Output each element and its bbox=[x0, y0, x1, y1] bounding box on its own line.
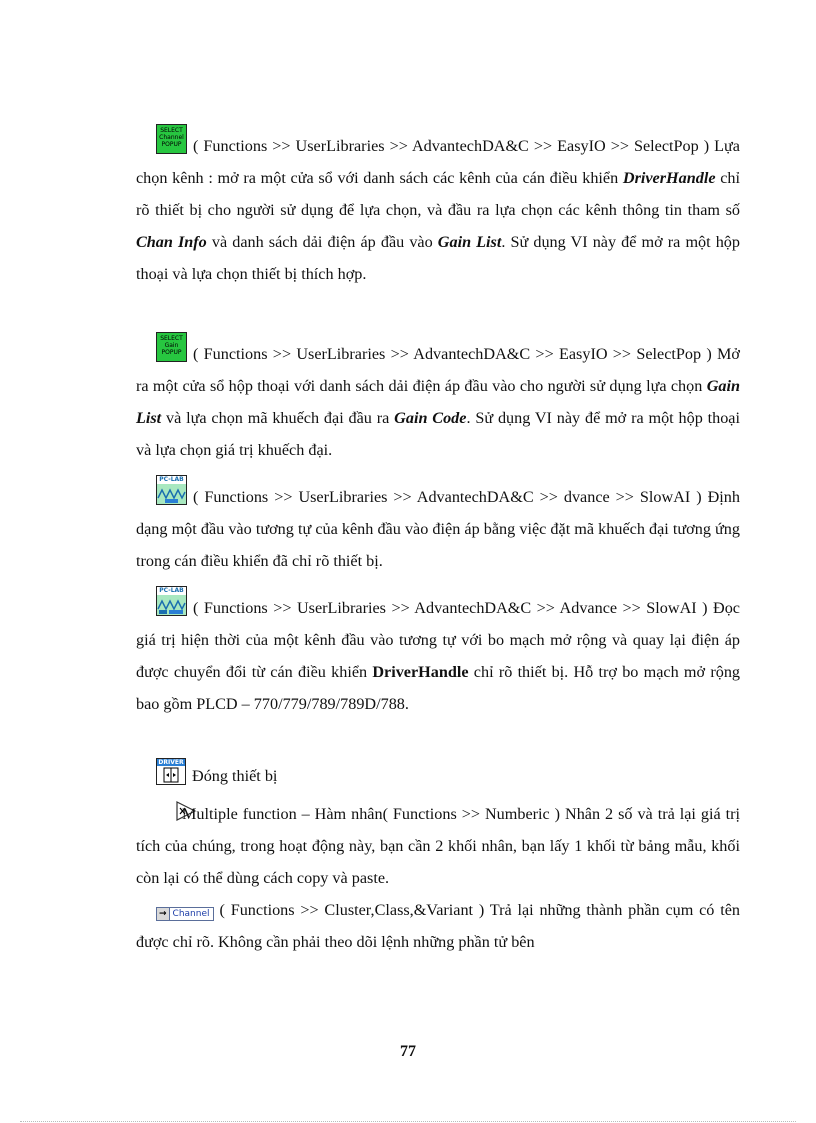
pc-lab-label: PC-LAB bbox=[157, 587, 186, 595]
select-gain-popup-icon: SELECT Gain POPUP bbox=[156, 332, 187, 362]
text-run: . Sử dụng VI này để mở ra một hộp thoại và lựa chọn giá trị khuếch đại. bbox=[136, 409, 740, 459]
text-run: Đóng thiết bị bbox=[192, 767, 278, 785]
pc-lab-label: PC-LAB bbox=[157, 476, 186, 484]
text-run: ( Functions >> Cluster,Class,&Variant ) Trả lại những thành phần cụm có tên được chỉ rõ. Không cần phải theo dõi lệnh những phần tử bên bbox=[136, 901, 740, 951]
text-run: ( Functions >> UserLibraries >> AdvantechDA&C >> Advance >> SlowAI ) Đọc giá trị hiện thời của một kênh đầu vào tương tự với bo mạch mở rộng và quay lại điện áp được chuyển đổi từ cán điều khiển bbox=[136, 599, 740, 681]
keyword-gain-list: Gain List bbox=[437, 233, 502, 251]
text-run: ( Functions >> UserLibraries >> AdvantechDA&C >> EasyIO >> SelectPop ) Mở ra một cửa sổ hộp thoại với danh sách dải điện áp đầu vào cho người sử dụng lựa chọn bbox=[136, 345, 740, 395]
channel-unbundle-icon bbox=[156, 907, 214, 921]
waveform-icon bbox=[157, 595, 186, 615]
keyword-gain-list: Gain List bbox=[136, 377, 740, 427]
text-run: và danh sách dải điện áp đầu vào bbox=[206, 233, 438, 251]
page-number: 77 bbox=[400, 1043, 416, 1060]
text-run: . Sử dụng VI này để mở ra một hộp thoại và lựa chọn thiết bị thích hợp. bbox=[136, 233, 740, 283]
channel-label: Channel bbox=[172, 909, 210, 919]
footer-divider bbox=[20, 1121, 796, 1122]
text-run: chỉ rõ thiết bị cho người sử dụng để lựa chọn, và đầu ra lựa chọn các kênh thông tin tham số bbox=[136, 169, 740, 219]
paragraph-select-gain bbox=[136, 332, 740, 466]
paragraph-slowai-config bbox=[136, 475, 740, 577]
paragraph-multiply bbox=[136, 798, 740, 894]
keyword-chan-info: Chan Info bbox=[136, 233, 207, 251]
text-run: ( Functions >> UserLibraries >> AdvantechDA&C >> EasyIO >> SelectPop ) Lựa chọn kênh : mở ra một cửa sổ với danh sách các kênh của cán điều khiển bbox=[136, 137, 740, 187]
keyword-gain-code: Gain Code bbox=[394, 409, 467, 427]
driver-close-icon bbox=[156, 758, 186, 785]
multiply-icon bbox=[156, 800, 176, 820]
paragraph-select-channel bbox=[136, 124, 740, 290]
select-channel-popup-icon: SELECT Channel POPUP bbox=[156, 124, 187, 154]
text-run: Multiple function – Hàm nhân( Functions >> Numberic ) Nhân 2 số và trả lại giá trị tích của chúng, trong hoạt động này, bạn cần 2 khối nhân, bạn lấy 1 khối từ bảng mẫu, khối còn lại có thể dùng cách copy và paste. bbox=[136, 805, 740, 887]
driver-label: DRIVER bbox=[158, 759, 184, 766]
paragraph-slowai-read bbox=[136, 586, 740, 720]
pc-lab-read-icon bbox=[156, 586, 187, 616]
keyword-driverhandle: DriverHandle bbox=[622, 169, 716, 187]
paragraph-unbundle bbox=[136, 894, 740, 958]
text-run: ( Functions >> UserLibraries >> AdvantechDA&C >> dvance >> SlowAI ) Định dạng một đầu vào tương tự của kênh đầu vào điện áp bằng việc đặt mã khuếch đại tương ứng trong cán điều khiển đã chỉ rõ thiết bị. bbox=[136, 488, 740, 570]
text-run: và lựa chọn mã khuếch đại đầu ra bbox=[161, 409, 395, 427]
keyword-driverhandle: DriverHandle bbox=[372, 663, 469, 681]
text-run: chỉ rõ thiết bị. Hỗ trợ bo mạch mở rộng bao gồm PLCD – 770/779/789/789D/788. bbox=[136, 663, 741, 713]
arrow-icon: → bbox=[157, 908, 170, 920]
paragraph-driver-close bbox=[136, 758, 740, 792]
driver-box-icon bbox=[157, 766, 185, 784]
waveform-icon bbox=[157, 484, 186, 504]
pc-lab-config-icon bbox=[156, 475, 187, 505]
